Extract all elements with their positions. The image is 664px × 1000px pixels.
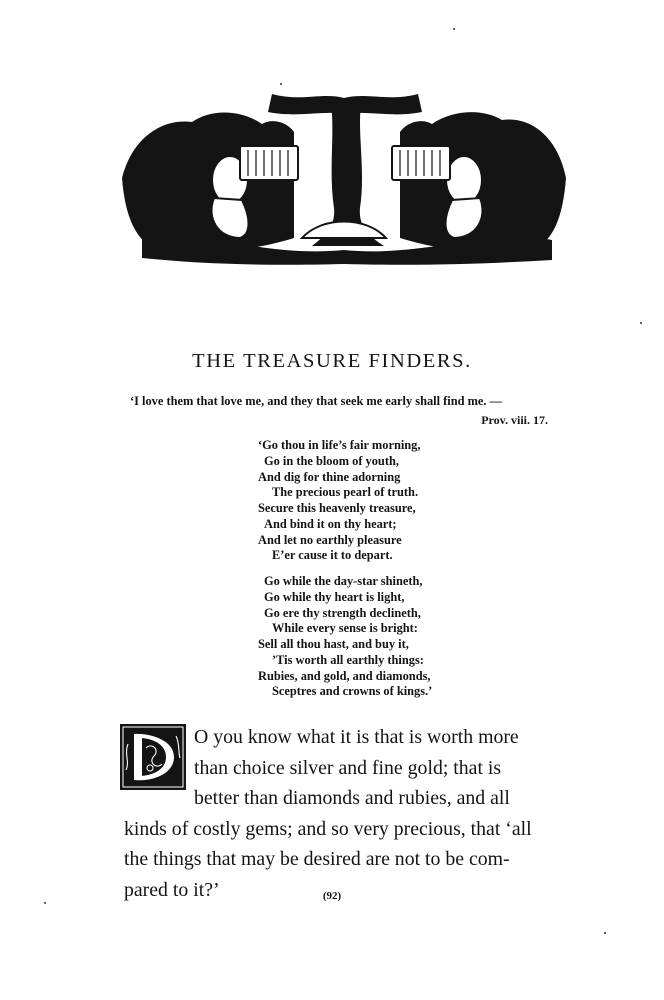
poem-line: Sceptres and crowns of kings.’ xyxy=(272,684,433,699)
print-speck xyxy=(44,902,46,904)
headpiece-illustration xyxy=(122,88,566,266)
poem-line: Sell all thou hast, and buy it, xyxy=(258,637,409,651)
poem-stanza-1 xyxy=(258,438,558,564)
print-speck xyxy=(640,322,642,324)
paragraph-line: kinds of costly gems; and so very precious, that ‘all xyxy=(124,817,532,840)
print-speck xyxy=(453,28,455,30)
print-speck xyxy=(604,932,606,934)
paragraph-line: pared to it?’ xyxy=(124,878,220,901)
paragraph-line: the things that may be desired are not to be com- xyxy=(124,848,510,871)
body-paragraph xyxy=(124,722,584,906)
poem-line: Go in the bloom of youth, xyxy=(264,453,399,468)
page-number: (92) xyxy=(322,890,342,902)
poem-line: And bind it on thy heart; xyxy=(264,516,397,531)
poem-line: Go while thy heart is light, xyxy=(264,589,405,604)
poem-line: And let no earthly pleasure xyxy=(258,532,402,547)
poem-line: Go while the day-star shineth, xyxy=(264,574,423,588)
epigraph-citation: Prov. viii. 17. xyxy=(481,413,548,427)
drop-cap-letter: D xyxy=(153,764,154,765)
paragraph-line: better than diamonds and rubies, and all xyxy=(194,787,510,810)
print-speck xyxy=(280,83,282,85)
poem-line: Rubies, and gold, and diamonds, xyxy=(258,668,431,683)
poem-line: The precious pearl of truth. xyxy=(272,485,419,500)
poem-stanza-2 xyxy=(258,574,558,700)
poem-line: And dig for thine adorning xyxy=(258,469,401,484)
poem-line: ‘Go thou in life’s fair morning, xyxy=(258,438,421,452)
poem-line: Go ere thy strength declineth, xyxy=(264,605,421,620)
chapter-title: THE TREASURE FINDERS. xyxy=(192,350,472,372)
paragraph-line: O you know what it is that is worth more xyxy=(194,726,519,748)
poem xyxy=(258,438,558,710)
poem-line: Secure this heavenly treasure, xyxy=(258,501,416,515)
poem-line: E’er cause it to depart. xyxy=(272,548,393,563)
paragraph-line: than choice silver and fine gold; that is xyxy=(194,756,502,779)
poem-line: ’Tis worth all earthly things: xyxy=(272,652,424,667)
poem-line: While every sense is bright: xyxy=(272,621,418,636)
epigraph-quote: ‘I love them that love me, and they that seek me early shall find me. — xyxy=(130,394,503,408)
